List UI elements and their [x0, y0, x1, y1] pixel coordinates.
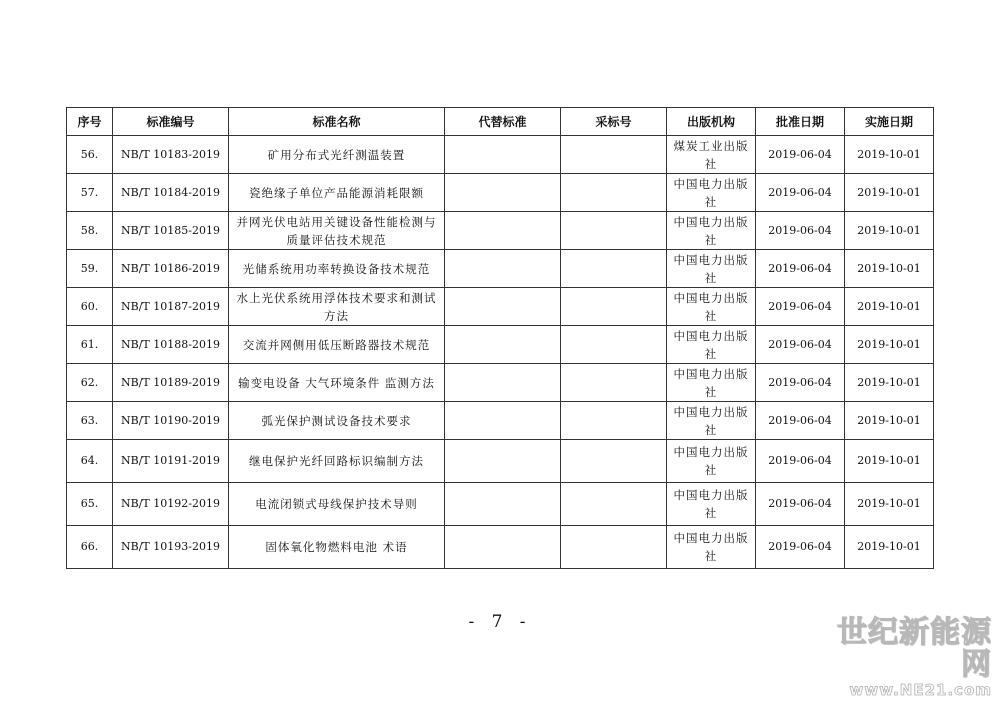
row-approved: 2019-06-04: [756, 364, 845, 402]
row-name: 输变电设备 大气环境条件 监测方法: [229, 364, 445, 402]
row-approved: 2019-06-04: [756, 483, 845, 526]
row-approved: 2019-06-04: [756, 440, 845, 483]
row-name: 弧光保护测试设备技术要求: [229, 402, 445, 440]
row-name: 矿用分布式光纤测温装置: [229, 136, 445, 174]
row-adopted: [561, 174, 667, 212]
row-no: 65.: [67, 483, 113, 526]
row-adopted: [561, 364, 667, 402]
row-publisher: 中国电力出版社: [667, 440, 756, 483]
row-adopted: [561, 402, 667, 440]
row-replaces: [445, 136, 561, 174]
row-approved: 2019-06-04: [756, 136, 845, 174]
row-adopted: [561, 526, 667, 569]
row-no: 59.: [67, 250, 113, 288]
table-row: [67, 288, 934, 326]
row-code: NB/T 10185-2019: [113, 212, 229, 250]
table-body: [67, 136, 934, 569]
row-replaces: [445, 326, 561, 364]
row-effective: 2019-10-01: [845, 212, 934, 250]
row-effective: 2019-10-01: [845, 326, 934, 364]
table-row: [67, 174, 934, 212]
row-no: 58.: [67, 212, 113, 250]
row-no: 63.: [67, 402, 113, 440]
header-replaces: 代替标准: [445, 108, 561, 136]
header-publisher: 出版机构: [667, 108, 756, 136]
row-approved: 2019-06-04: [756, 250, 845, 288]
row-approved: 2019-06-04: [756, 288, 845, 326]
table-row: [67, 440, 934, 483]
table-row: [67, 402, 934, 440]
row-replaces: [445, 440, 561, 483]
row-adopted: [561, 483, 667, 526]
row-name: 光储系统用功率转换设备技术规范: [229, 250, 445, 288]
row-code: NB/T 10192-2019: [113, 483, 229, 526]
row-effective: 2019-10-01: [845, 440, 934, 483]
row-no: 60.: [67, 288, 113, 326]
row-effective: 2019-10-01: [845, 402, 934, 440]
row-code: NB/T 10193-2019: [113, 526, 229, 569]
table-row: [67, 326, 934, 364]
row-publisher: 中国电力出版社: [667, 212, 756, 250]
row-replaces: [445, 402, 561, 440]
header-code: 标准编号: [113, 108, 229, 136]
row-replaces: [445, 526, 561, 569]
row-no: 57.: [67, 174, 113, 212]
row-effective: 2019-10-01: [845, 526, 934, 569]
row-no: 66.: [67, 526, 113, 569]
row-approved: 2019-06-04: [756, 174, 845, 212]
row-approved: 2019-06-04: [756, 212, 845, 250]
row-adopted: [561, 288, 667, 326]
table-row: [67, 136, 934, 174]
row-replaces: [445, 212, 561, 250]
row-code: NB/T 10189-2019: [113, 364, 229, 402]
row-effective: 2019-10-01: [845, 364, 934, 402]
row-publisher: 中国电力出版社: [667, 250, 756, 288]
row-effective: 2019-10-01: [845, 136, 934, 174]
row-code: NB/T 10183-2019: [113, 136, 229, 174]
row-adopted: [561, 440, 667, 483]
row-name: 固体氧化物燃料电池 术语: [229, 526, 445, 569]
row-adopted: [561, 250, 667, 288]
row-replaces: [445, 288, 561, 326]
row-effective: 2019-10-01: [845, 250, 934, 288]
header-adopted: 采标号: [561, 108, 667, 136]
row-effective: 2019-10-01: [845, 483, 934, 526]
row-replaces: [445, 364, 561, 402]
row-replaces: [445, 483, 561, 526]
header-effective: 实施日期: [845, 108, 934, 136]
row-approved: 2019-06-04: [756, 326, 845, 364]
row-approved: 2019-06-04: [756, 526, 845, 569]
row-code: NB/T 10188-2019: [113, 326, 229, 364]
watermark-site-name: 世纪新能源网: [837, 615, 992, 682]
row-name: 电流闭锁式母线保护技术导则: [229, 483, 445, 526]
row-no: 64.: [67, 440, 113, 483]
row-name: 交流并网侧用低压断路器技术规范: [229, 326, 445, 364]
standards-table: [66, 107, 934, 569]
row-code: NB/T 10190-2019: [113, 402, 229, 440]
row-publisher: 中国电力出版社: [667, 402, 756, 440]
table-row: [67, 526, 934, 569]
row-name: 并网光伏电站用关键设备性能检测与质量评估技术规范: [229, 212, 445, 250]
watermark: [827, 617, 992, 699]
row-replaces: [445, 174, 561, 212]
row-publisher: 中国电力出版社: [667, 326, 756, 364]
table-row: [67, 250, 934, 288]
header-name: 标准名称: [229, 108, 445, 136]
row-code: NB/T 10186-2019: [113, 250, 229, 288]
row-publisher: 中国电力出版社: [667, 288, 756, 326]
row-name: 瓷绝缘子单位产品能源消耗限额: [229, 174, 445, 212]
row-code: NB/T 10187-2019: [113, 288, 229, 326]
row-code: NB/T 10184-2019: [113, 174, 229, 212]
table-row: [67, 483, 934, 526]
row-code: NB/T 10191-2019: [113, 440, 229, 483]
row-approved: 2019-06-04: [756, 402, 845, 440]
table-row: [67, 212, 934, 250]
row-name: 水上光伏系统用浮体技术要求和测试方法: [229, 288, 445, 326]
row-publisher: 煤炭工业出版社: [667, 136, 756, 174]
row-adopted: [561, 326, 667, 364]
watermark-url: www.NE21.com: [849, 681, 992, 699]
header-no: 序号: [67, 108, 113, 136]
table-row: [67, 364, 934, 402]
table-header-row: [67, 108, 934, 136]
row-publisher: 中国电力出版社: [667, 174, 756, 212]
row-publisher: 中国电力出版社: [667, 526, 756, 569]
header-approved: 批准日期: [756, 108, 845, 136]
row-name: 继电保护光纤回路标识编制方法: [229, 440, 445, 483]
row-adopted: [561, 136, 667, 174]
row-no: 61.: [67, 326, 113, 364]
row-publisher: 中国电力出版社: [667, 364, 756, 402]
row-replaces: [445, 250, 561, 288]
row-effective: 2019-10-01: [845, 174, 934, 212]
row-no: 56.: [67, 136, 113, 174]
page-number: - 7 -: [468, 612, 532, 632]
row-no: 62.: [67, 364, 113, 402]
row-effective: 2019-10-01: [845, 288, 934, 326]
row-publisher: 中国电力出版社: [667, 483, 756, 526]
row-adopted: [561, 212, 667, 250]
